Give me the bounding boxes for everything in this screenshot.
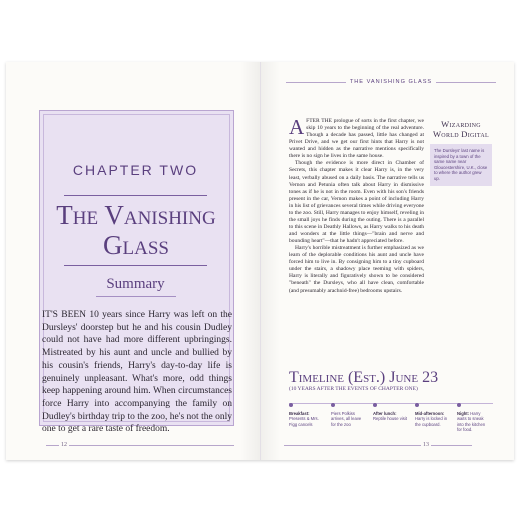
chapter-label: CHAPTER TWO	[72, 162, 199, 178]
paragraph-3: Harry's horrible mistreatment is further emphasized as we learn of the deplorable conditions his aunt and uncle have forced him to live in. By consigning him to a tiny cupboard under the stairs, a shadowy place teeming with spiders, Harry is literally and figuratively shown to be considered "beneath" the Dursleys, who all have clean, comfortable (and presumably arachnid-free) bedrooms upstairs.	[289, 245, 424, 294]
timeline-dot	[373, 403, 377, 407]
timeline-item-text: Harry is locked in the cupboard.	[415, 416, 448, 427]
chapter-rule-bottom	[64, 265, 207, 266]
page-number-left: 12	[61, 442, 67, 448]
running-head: THE VANISHING GLASS	[349, 79, 433, 85]
timeline-items	[289, 405, 493, 461]
summary-heading: Summary	[106, 276, 165, 292]
sidebar-title-line-1: Wizarding	[441, 119, 481, 129]
timeline-item	[373, 405, 407, 422]
timeline-dot	[331, 403, 335, 407]
timeline-item	[289, 405, 323, 427]
chapter-title: The Vanishing Glass	[56, 200, 216, 260]
timeline-item-text: Piers Polkiss arrives, all leave for the zoo	[331, 411, 362, 427]
running-head-rule-left	[286, 82, 346, 83]
timeline-item	[415, 405, 449, 427]
timeline-heading: Timeline (Est.) June 23	[289, 369, 439, 386]
timeline-dot	[289, 403, 293, 407]
page-number-right: 13	[423, 442, 429, 448]
folio-rule-right	[284, 445, 472, 446]
summary-rule	[96, 296, 176, 297]
timeline-item-label: Breakfast:	[289, 411, 310, 416]
chapter-rule-left	[64, 195, 207, 196]
timeline-item-label: Mid-afternoon:	[415, 411, 445, 416]
timeline-item-label: Night:	[457, 411, 470, 416]
timeline-item	[331, 405, 365, 427]
folio-rule-left	[46, 445, 234, 446]
timeline-item-text: Reptile house visit	[373, 416, 407, 422]
sidebar-title	[430, 120, 492, 139]
timeline-subheading: (10 YEARS AFTER THE EVENTS OF CHAPTER ONE)	[289, 386, 418, 392]
book-gutter	[260, 62, 261, 460]
timeline-item-label: After lunch:	[373, 411, 397, 416]
timeline-line	[289, 403, 493, 404]
timeline-item-text: Presents & Mrs. Figg cancels	[289, 416, 319, 427]
timeline-dot	[415, 403, 419, 407]
timeline-item-text: Harry waits to sneak into the kitchen for food.	[457, 411, 486, 433]
chapter-body-text	[289, 115, 424, 295]
timeline-dot	[457, 403, 461, 407]
paragraph-1-text: FTER THE prologue of sorts in the first chapter, we skip 10 years to the beginning of the real adventure. Though a decade has passed, little has changed at Privet Drive, and we get our first hints that Harry is not wanted and hidden as the narrative mentions specifically there is no sign he lives in the same house.	[289, 118, 424, 160]
sidebar	[430, 120, 492, 186]
summary-text: IT'S BEEN 10 years since Harry was left on the Dursleys' doorstep but he and his cousin Dudley could not have had more different upbringings. Mistreated by his aunt and uncle and bullied by his cousin's friends, Harry's day-to-day life is genuinely unpleasant. What's more, odd things keep happening around him. When circumstances force Harry into accompanying the family on Dudley's birthday trip to the zoo, he's not the only one to get a rare taste of freedom.	[42, 310, 232, 435]
timeline-item	[457, 405, 491, 433]
paragraph-intro	[289, 115, 424, 160]
sidebar-title-line-2: World Digital	[432, 128, 490, 139]
drop-cap: A	[289, 115, 305, 139]
sidebar-note: The Dursleys' last name is inspired by a town of the same name near Gloucestershire, U.K., close to where the author grew up.	[430, 144, 492, 186]
book-spread	[6, 62, 514, 460]
running-head-rule-right	[436, 82, 496, 83]
paragraph-2: Though the evidence is more direct in Chamber of Secrets, this chapter makes it clear Harry is, in the very least, verbally abused on a daily basis. The narrative tells us Vernon and Petunia often talk about Harry in dismissive tones as if he is not in the room. Even with his son's friends present in the car, Vernon makes a point of including Harry in his list of grievances several times while driving everyone to the zoo. Still, Harry manages to enjoy himself, reveling in the small joys he finds during the outing. There is a parallel to this scene in Deathly Hallows, as Harry walks to his death and wonders at the little things—"brain and nerve and bounding heart"—that he hadn't appreciated before.	[289, 160, 424, 245]
